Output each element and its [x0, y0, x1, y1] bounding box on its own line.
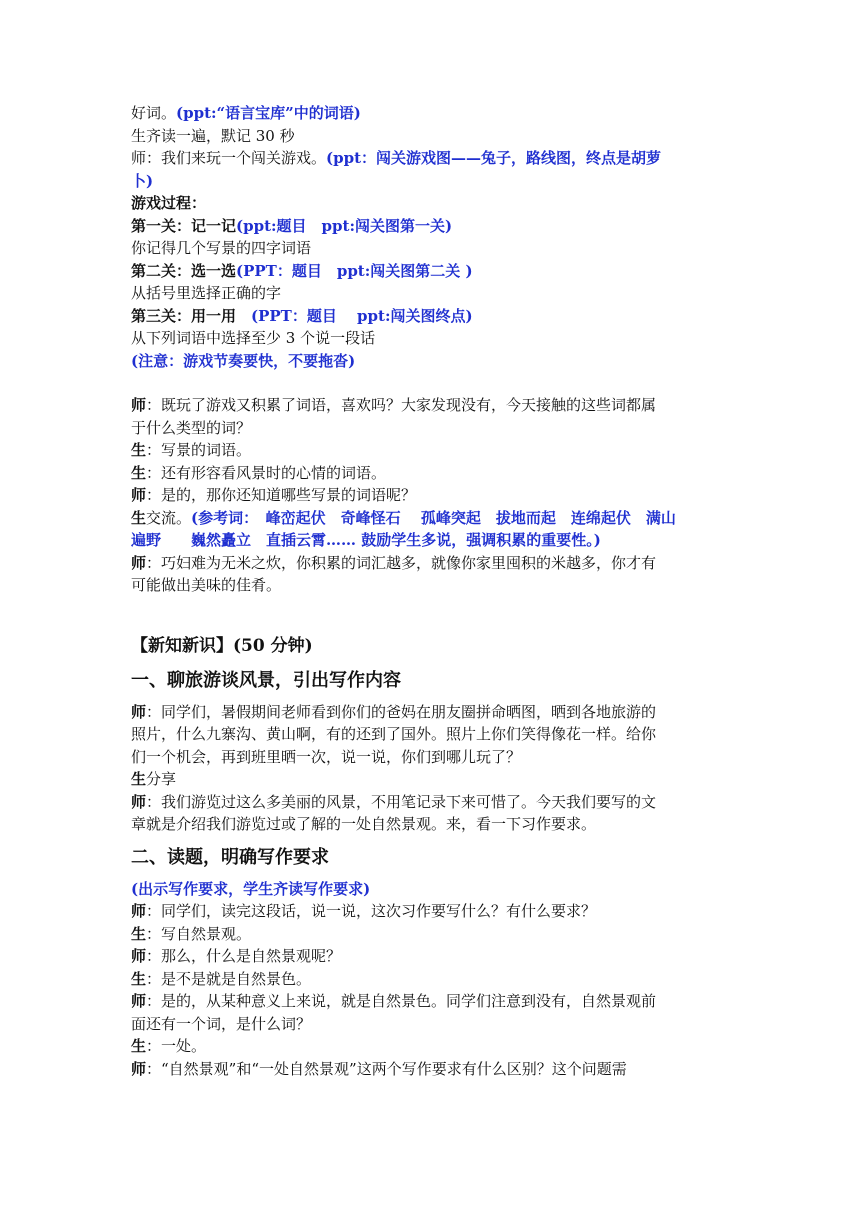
line-text: 游戏过程： — [131, 194, 207, 212]
line-text: 分享 — [146, 770, 177, 788]
line-text: 面还有一个词，是什么词？ — [131, 1014, 312, 1033]
line-text: 师 — [131, 992, 147, 1010]
text-line — [131, 1035, 731, 1058]
text-line — [131, 170, 731, 193]
line-text: 第一关：记一记 — [131, 216, 237, 235]
line-text: 生 — [131, 508, 147, 527]
line-text: 章就是介绍我们游览过或了解的一处自然景观。来，看一下习作要求。 — [131, 815, 597, 833]
line-text: ：还有形容看风景时的心情的词语。 — [146, 463, 387, 482]
line-text: 生 — [131, 463, 147, 482]
annotation-text: (ppt:题目 ppt:闯关图第一关) — [236, 216, 453, 235]
text-line — [131, 260, 731, 283]
text-line — [131, 1058, 731, 1081]
lesson-game-block — [131, 102, 731, 372]
heading-one: 一、聊旅游谈风景，引出写作内容 — [131, 669, 401, 691]
line-text: 生 — [131, 441, 147, 459]
text-line — [131, 462, 731, 485]
text-line — [131, 574, 731, 597]
spacer — [131, 372, 731, 394]
line-text: 生 — [131, 924, 147, 943]
annotation-text: (ppt:“语言宝库”中的词语) — [176, 104, 361, 122]
section-title: 【新知新识】(50 分钟) — [131, 635, 313, 656]
section-one-body — [131, 701, 731, 836]
line-text: 从括号里选择正确的字 — [131, 284, 282, 302]
annotation-text: (PPT：题目 ppt:闯关图终点) — [236, 306, 473, 325]
text-line — [131, 701, 731, 724]
line-text: 生 — [131, 969, 147, 988]
text-line — [131, 900, 731, 923]
text-line — [131, 923, 731, 946]
text-line — [131, 1013, 731, 1036]
text-line — [131, 507, 731, 530]
line-text: ：是的，从某种意义上来说，就是自然景色。同学们注意到没有，自然景观前 — [146, 992, 657, 1010]
annotation-text: 卜) — [131, 171, 154, 190]
line-text: 师 — [131, 486, 147, 504]
line-text: ：既玩了游戏又积累了词语，喜欢吗？大家发现没有，今天接触的这些词都属 — [146, 396, 657, 414]
line-text: 好词。 — [131, 104, 177, 122]
annotation-text: (出示写作要求，学生齐读写作要求) — [131, 879, 371, 898]
line-text: 第三关：用一用 — [131, 306, 237, 325]
line-text: ：巧妇难为无米之炊，你积累的词汇越多，就像你家里囤积的米越多，你才有 — [146, 553, 657, 572]
line-text: 生齐读一遍，默记 30 秒 — [131, 126, 295, 145]
text-line — [131, 529, 731, 552]
line-text: 师 — [131, 396, 147, 414]
text-line — [131, 945, 731, 968]
text-line — [131, 746, 731, 769]
line-text: ：同学们，读完这段话，说一说，这次习作要写什么？有什么要求？ — [146, 902, 597, 920]
line-text: 们一个机会，再到班里晒一次，说一说，你们到哪儿玩了？ — [131, 747, 522, 766]
text-line — [131, 813, 731, 836]
text-line — [131, 125, 731, 148]
text-line — [131, 192, 731, 215]
annotation-text: 遍野 巍然矗立 直插云霄…… 鼓励学生多说，强调积累的重要性。) — [131, 531, 601, 549]
text-line — [131, 394, 731, 417]
line-text: 师 — [131, 702, 147, 721]
line-text: ：一处。 — [146, 1037, 207, 1055]
line-text: 可能做出美味的佳肴。 — [131, 576, 282, 594]
line-text: 生 — [131, 770, 147, 788]
annotation-text: (ppt：闯关游戏图——兔子，路线图，终点是胡萝 — [326, 149, 662, 167]
text-line — [131, 990, 731, 1013]
line-text: 生 — [131, 1037, 147, 1055]
line-text: 师 — [131, 792, 147, 811]
line-text: ：那么，什么是自然景观呢？ — [146, 947, 342, 965]
line-text: ：“自然景观”和“一处自然景观”这两个写作要求有什么区别？这个问题需 — [146, 1059, 627, 1078]
spacer — [131, 597, 731, 619]
text-line — [131, 968, 731, 991]
annotation-text: (参考词： 峰峦起伏 奇峰怪石 孤峰突起 拔地而起 连绵起伏 满山 — [191, 508, 676, 527]
text-line — [131, 282, 731, 305]
text-line — [131, 878, 731, 901]
text-line — [131, 102, 731, 125]
line-text: 师：我们来玩一个闯关游戏。 — [131, 149, 327, 167]
line-text: 从下列词语中选择至少 3 个说一段话 — [131, 329, 376, 347]
line-text: 第二关：选一选 — [131, 261, 237, 280]
text-line — [131, 147, 731, 170]
document-content — [131, 102, 731, 1080]
line-text: ：是的，那你还知道哪些写景的词语呢？ — [146, 486, 417, 504]
line-text: 于什么类型的词？ — [131, 418, 252, 437]
line-text: 师 — [131, 902, 147, 920]
line-text: 照片，什么九寨沟、黄山啊，有的还到了国外。照片上你们笑得像花一样。给你 — [131, 725, 657, 743]
annotation-text: (PPT：题目 ppt:闯关图第二关 ) — [236, 261, 473, 280]
text-line — [131, 237, 731, 260]
text-line — [131, 215, 731, 238]
text-line — [131, 350, 731, 373]
text-line — [131, 327, 731, 350]
text-line — [131, 417, 731, 440]
line-text: ：写自然景观。 — [146, 924, 252, 943]
text-line — [131, 484, 731, 507]
annotation-text: (注意：游戏节奏要快，不要拖沓) — [131, 351, 356, 370]
text-line — [131, 439, 731, 462]
line-text: 交流。 — [146, 508, 192, 527]
line-text: ：是不是就是自然景色。 — [146, 969, 312, 988]
text-line — [131, 552, 731, 575]
vocabulary-discussion-block — [131, 394, 731, 597]
line-text: ：我们游览过这么多美丽的风景，不用笔记录下来可惜了。今天我们要写的文 — [146, 792, 657, 811]
line-text: 师 — [131, 553, 147, 572]
section-two-body — [131, 878, 731, 1081]
line-text: ：同学们，暑假期间老师看到你们的爸妈在朋友圈拼命晒图，晒到各地旅游的 — [146, 702, 657, 721]
line-text: 师 — [131, 1059, 147, 1078]
text-line — [131, 791, 731, 814]
line-text: 师 — [131, 947, 147, 965]
text-line — [131, 723, 731, 746]
heading-two: 二、读题，明确写作要求 — [131, 846, 329, 868]
line-text: ：写景的词语。 — [146, 441, 252, 459]
line-text: 你记得几个写景的四字词语 — [131, 239, 312, 257]
text-line — [131, 768, 731, 791]
text-line — [131, 305, 731, 328]
